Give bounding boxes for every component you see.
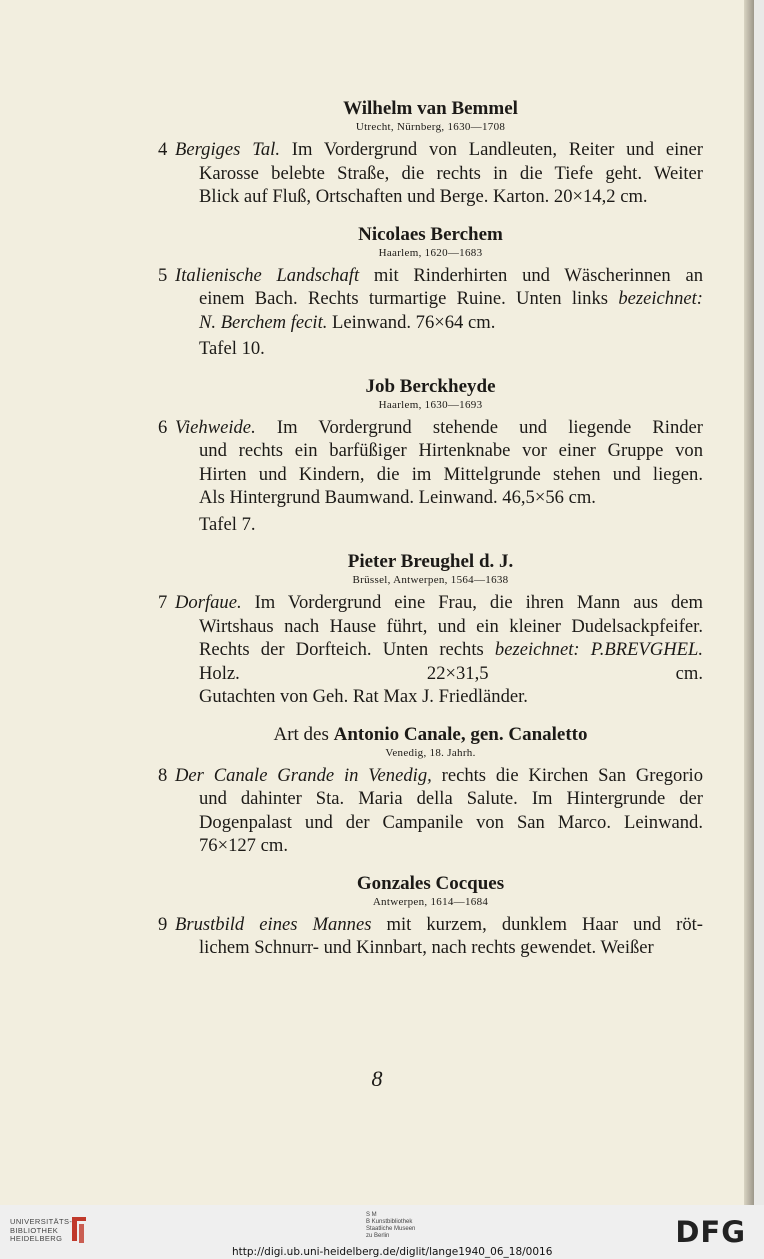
entry-line	[199, 162, 703, 186]
artist-prefix: Art des	[273, 723, 334, 745]
entry-text: mit Rinderhirten und Wäscherinnen an	[359, 264, 703, 286]
entry-number: 8	[158, 764, 168, 786]
entry-line	[175, 591, 703, 615]
artist-name-text: Gonzales Cocques	[356, 872, 505, 894]
artist-name	[158, 224, 703, 246]
entry-line	[199, 662, 703, 686]
catalog-entry	[158, 913, 703, 960]
heidelberg-logo-icon	[68, 1215, 90, 1245]
plate-reference: Tafel 10.	[199, 338, 265, 359]
entry-text: Karosse belebte Straße, die rechts in die Tiefe geht. Weiter	[199, 162, 703, 184]
entry-text: Im Vordergrund von Landleuten, Reiter und einer	[279, 139, 703, 160]
entry-line	[199, 439, 703, 463]
entry-line	[199, 685, 703, 709]
artist-heading	[158, 376, 703, 412]
entry-line	[199, 463, 703, 487]
artist-name	[158, 873, 703, 895]
entry-text: mit kurzem, dunklem Haar und röt-	[371, 913, 703, 935]
entry-text: lichem Schnurr- und Kinnbart, nach rechts gewendet. Weißer	[199, 937, 654, 958]
entry-text: und dahinter Sta. Maria della Salute. Im Hintergrunde der	[199, 788, 703, 809]
entry-text: Im Vordergrund stehende und liegende Rinder	[255, 416, 703, 438]
artist-name-text: Wilhelm van Bemmel	[343, 98, 518, 119]
artist-place-dates: Utrecht, Nürnberg, 1630—1708	[355, 121, 506, 133]
entry-text: Dogenpalast und der Campanile von San Marco. Leinwand.	[199, 811, 703, 833]
artist-place-dates: Haarlem, 1620—1683	[378, 246, 483, 259]
artist-name	[158, 376, 703, 398]
entry-number: 4	[158, 139, 168, 160]
entry-number: 7	[158, 592, 168, 613]
entry-text: Holz. 22×31,5 cm.	[199, 662, 703, 684]
artist-name-text: Antonio Canale, gen. Canaletto	[333, 723, 588, 745]
plate-reference: Tafel 7.	[199, 513, 256, 535]
entry-text: Rechts der Dorfteich. Unten rechts	[199, 639, 495, 660]
artist-place-dates: Haarlem, 1630—1693	[378, 398, 483, 411]
entry-line	[199, 834, 703, 858]
museum-label	[366, 1212, 415, 1240]
entry-text: und rechts ein barfüßiger Hirtenknabe vor einer Gruppe von	[199, 440, 703, 461]
entry-number: 9	[158, 913, 168, 935]
catalog-content	[158, 98, 703, 960]
artist-name	[158, 551, 703, 573]
artist-name	[158, 724, 703, 746]
catalog-entry	[158, 138, 703, 209]
artist-name-text: Nicolaes Berchem	[358, 223, 503, 245]
artist-heading	[158, 98, 703, 134]
footer-bar	[0, 1205, 764, 1259]
university-line-1: UNIVERSITÄTS-	[10, 1217, 73, 1226]
entry-line	[199, 615, 703, 639]
artist-place-dates: Antwerpen, 1614—1684	[372, 895, 489, 908]
artist-name-text: Job Berckheyde	[365, 375, 496, 397]
source-url-link[interactable]: http://digi.ub.uni-heidelberg.de/diglit/lange1940_06_18/0016	[232, 1246, 553, 1258]
entry-text: 76×127 cm.	[199, 835, 288, 856]
university-line-3: HEIDELBERG	[10, 1234, 63, 1243]
museum-line-1: S M	[366, 1212, 377, 1218]
dfg-logo: DFG	[675, 1215, 746, 1249]
catalog-entry	[158, 764, 703, 858]
entry-line	[199, 811, 703, 835]
entry-line	[199, 936, 703, 960]
entry-number: 6	[158, 416, 168, 438]
entry-text: Hirten und Kindern, die im Mittelgrunde stehen und liegen.	[199, 463, 703, 485]
book-spine-shadow	[744, 0, 754, 1205]
entry-line	[175, 764, 703, 788]
entry-number: 5	[158, 264, 168, 286]
catalog-entry	[158, 264, 703, 361]
entry-text: Wirtshaus nach Hause führt, und ein kleiner Dudelsackpfeifer.	[199, 615, 703, 637]
entry-title: N. Berchem fecit.	[199, 311, 328, 333]
entry-line	[199, 287, 703, 311]
entry-title: Der Canale Grande in Venedig,	[175, 764, 432, 786]
entry-text: Gutachten von Geh. Rat Max J. Friedländer.	[199, 686, 528, 707]
artist-heading	[158, 551, 703, 587]
entry-text: Blick auf Fluß, Ortschaften und Berge. Karton. 20×14,2 cm.	[199, 186, 648, 207]
entry-text: Als Hintergrund Baumwand. Leinwand. 46,5×56 cm.	[199, 487, 596, 508]
entry-line	[199, 638, 703, 662]
museum-line-2: B Kunstbibliothek	[366, 1219, 413, 1225]
entry-title: Italienische Landschaft	[175, 264, 360, 286]
entry-title: Dorfaue.	[175, 592, 242, 613]
entry-line	[199, 787, 703, 811]
entry-title: Brustbild eines Mannes	[175, 913, 372, 935]
entry-title: Bergiges Tal.	[175, 139, 280, 160]
entry-inscription: bezeichnet:	[618, 288, 703, 309]
page-number: 8	[371, 1066, 383, 1091]
catalog-entry	[158, 591, 703, 709]
museum-line-3: Staatliche Museen	[366, 1226, 416, 1232]
university-line-2: BIBLIOTHEK	[10, 1225, 59, 1235]
museum-line-4: zu Berlin	[366, 1233, 390, 1239]
entry-line	[175, 913, 703, 937]
artist-heading	[158, 873, 703, 909]
entry-text: Leinwand. 76×64 cm.	[327, 311, 496, 333]
artist-heading	[158, 224, 703, 260]
entry-title: Viehweide.	[175, 416, 256, 438]
entry-inscription: bezeichnet: P.BREVGHEL.	[494, 639, 703, 660]
entry-line	[175, 416, 703, 440]
entry-line	[199, 185, 703, 209]
entry-line	[175, 264, 703, 288]
artist-name-text: Pieter Breughel d. J.	[347, 551, 514, 572]
catalog-entry	[158, 416, 703, 537]
entry-line	[199, 311, 703, 335]
entry-text: einem Bach. Rechts turmartige Ruine. Unten links	[199, 288, 619, 309]
university-library-label	[10, 1218, 72, 1244]
entry-line	[175, 138, 703, 162]
entry-line	[199, 486, 703, 510]
artist-place-dates: Venedig, 18. Jahrh.	[385, 746, 476, 759]
entry-text: rechts die Kirchen San Gregorio	[431, 764, 703, 786]
artist-name	[158, 98, 703, 120]
artist-place-dates: Brüssel, Antwerpen, 1564—1638	[352, 574, 509, 586]
entry-text: Im Vordergrund eine Frau, die ihren Mann aus dem	[241, 592, 703, 613]
artist-heading	[158, 724, 703, 760]
